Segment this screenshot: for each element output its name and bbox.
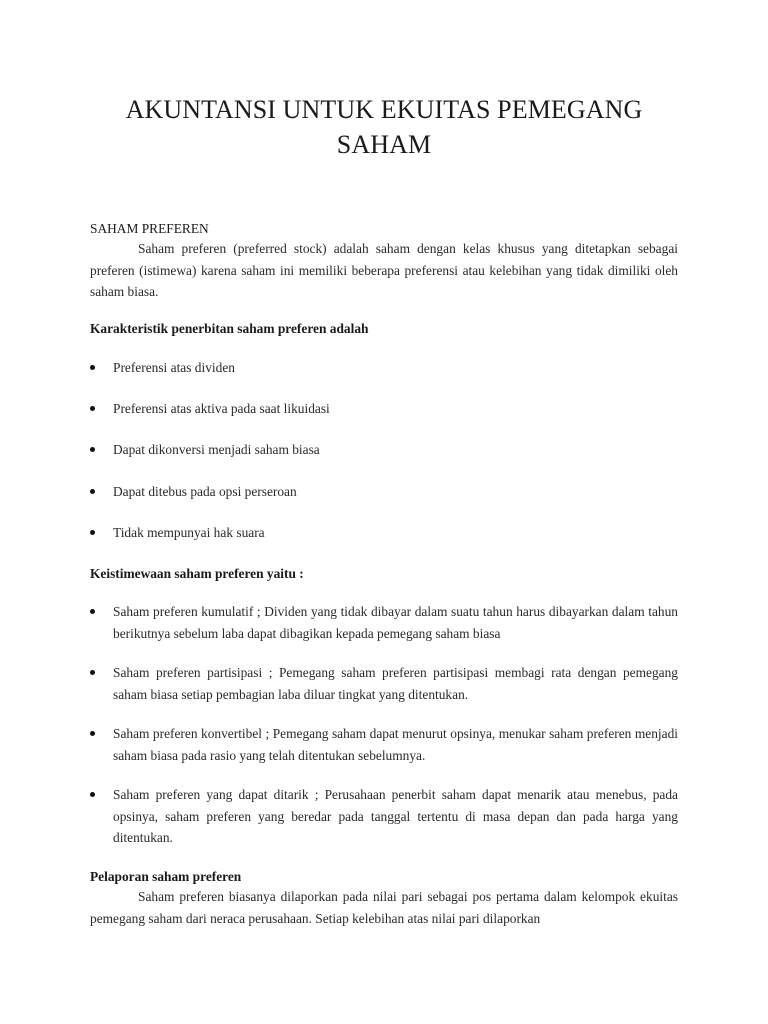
list-item-text: Saham preferen kumulatif ; Dividen yang tidak dibayar dalam suatu tahun harus dibayarkan dalam tahun berikutnya sebelum laba dapat dibagikan kepada pemegang saham biasa: [113, 604, 678, 641]
list-item: [90, 784, 678, 849]
list-item: [90, 522, 678, 544]
bullet-icon: [90, 406, 95, 411]
bullet-icon: [90, 670, 95, 675]
list-item: [90, 398, 678, 420]
list-item-text: Saham preferen yang dapat ditarik ; Perusahaan penerbit saham dapat menarik atau menebus, pada opsinya, saham preferen yang beredar pada tanggal tertentu di masa depan dan pada harga yang ditentukan.: [113, 787, 678, 845]
list-item: [90, 662, 678, 705]
list-item-text: Dapat dikonversi menjadi saham biasa: [113, 442, 320, 458]
characteristics-list: [90, 357, 678, 563]
reporting-heading: Pelaporan saham preferen: [90, 869, 242, 884]
privileges-heading: Keistimewaan saham preferen yaitu :: [90, 566, 304, 581]
list-item: [90, 357, 678, 379]
list-item: [90, 601, 678, 644]
characteristics-heading: Karakteristik penerbitan saham preferen adalah: [90, 321, 369, 336]
intro-paragraph: Saham preferen (preferred stock) adalah saham dengan kelas khusus yang ditetapkan sebagai preferen (istimewa) karena saham ini memiliki beberapa preferensi atau kelebihan yang tidak dimiliki oleh saham biasa.: [90, 241, 678, 299]
list-item-text: Dapat ditebus pada opsi perseroan: [113, 483, 297, 499]
list-item: [90, 723, 678, 766]
privileges-list: [90, 601, 678, 867]
bullet-icon: [90, 731, 95, 736]
reporting-paragraph: Saham preferen biasanya dilaporkan pada nilai pari sebagai pos pertama dalam kelompok ekuitas pemegang saham dari neraca perusahaan. Setiap kelebihan atas nilai pari dilaporkan: [90, 889, 678, 926]
section-heading-saham-preferen: SAHAM PREFEREN: [90, 221, 209, 236]
bullet-icon: [90, 609, 95, 614]
list-item: [90, 439, 678, 461]
bullet-icon: [90, 792, 95, 797]
bullet-icon: [90, 365, 95, 370]
bullet-icon: [90, 530, 95, 535]
list-item-text: Preferensi atas dividen: [113, 360, 235, 375]
list-item-text: Preferensi atas aktiva pada saat likuidasi: [113, 401, 330, 417]
bullet-icon: [90, 447, 95, 452]
list-item-text: Saham preferen konvertibel ; Pemegang saham dapat menurut opsinya, menukar saham preferen menjadi saham biasa pada rasio yang telah ditentukan sebelumnya.: [113, 726, 678, 763]
list-item-text: Tidak mempunyai hak suara: [113, 524, 265, 540]
list-item-text: Saham preferen partisipasi ; Pemegang saham preferen partisipasi membagi rata dengan pemegang saham biasa setiap pembagian laba diluar tingkat yang ditentukan.: [113, 665, 678, 702]
list-item: [90, 481, 678, 503]
document-title: AKUNTANSI UNTUK EKUITAS PEMEGANG SAHAM: [125, 95, 643, 159]
bullet-icon: [90, 489, 95, 494]
